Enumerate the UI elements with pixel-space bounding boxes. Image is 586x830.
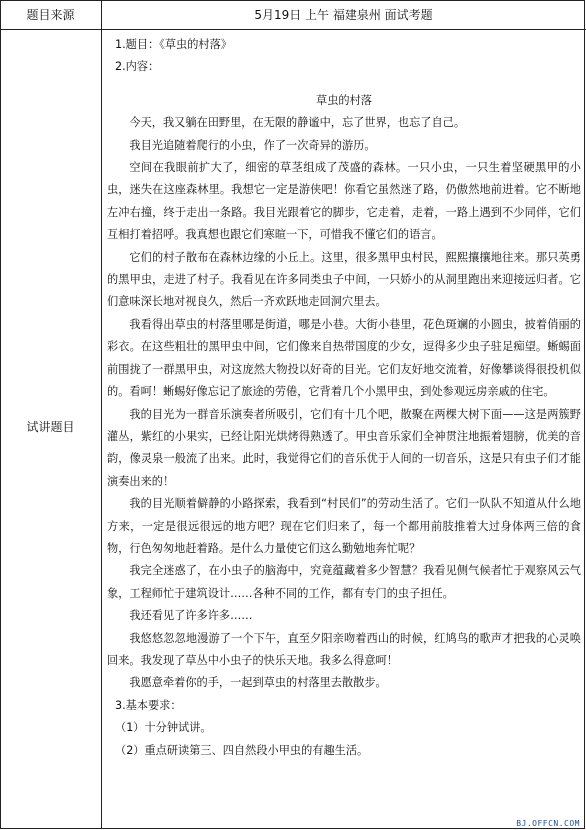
column-divider [101,0,102,829]
row-divider [0,29,586,30]
lecture-topic-label: 试讲题目 [26,420,75,434]
paragraph: 我的目光为一群音乐演奏者所吸引，它们有十几个吧，散聚在两棵大树下面——这是两簇野灌丛，紫红的小果实，已经让阳光烘烤得熟透了。甲虫音乐家们全神贯注地振着翅膀，优美的音韵，像灵泉一般流了出来。此时，我觉得它们的音乐优于人间的一切音乐，这是只有虫子们才能演奏出来的！ [107,407,581,488]
paragraph: 我愿意牵着你的手，一起到草虫的村落里去散散步。 [129,676,387,690]
paragraph: 我完全迷惑了，在小虫子的脑海中，究竟蕴藏着多少智慧？我看见侧气候者忙于观察风云气象，工程师忙于建筑设计……各种不同的工作，都有专门的虫子担任。 [107,564,581,600]
requirement-item: （2）重点研读第三、四自然段小甲虫的有趣生活。 [115,743,369,757]
text-title: 草虫的村落 [316,93,372,107]
paragraph: 我还看见了许多许多…… [129,609,253,623]
paragraph: 我目光追随着爬行的小虫，作了一次奇异的游历。 [129,138,376,152]
paragraph: 我的目光顺着僻静的小路探索，我看到“村民们”的劳动生活了。它们一队队不知道从什么地方来，一定是很远很远的地方吧？现在它们归来了，每一个都用前肢推着大过身体两三倍的食物，行色匆匆地赶着路。是什么力量使它们这么勤勉地奔忙呢？ [107,497,581,555]
topic-line: 1.题目：《草虫的村落》 [115,38,232,51]
paragraph: 我看得出草虫的村落里哪是街道，哪是小巷。大街小巷里，花色斑斓的小圆虫，披着俏丽的彩衣。在这些粗壮的黑甲虫中间，它们像来自热带国度的少女，逗得多少虫子驻足痴望。蜥蜴面前围拢了一群黑甲虫，对这庞然大物投以好奇的目光。它们友好地交流着，好像攀谈得很投机似的。看呵！蜥蜴好像忘记了旅途的劳倦，它背着几个小黑甲虫，到处参观远房亲戚的住宅。 [107,317,581,399]
source-label: 题目来源 [26,8,75,22]
requirement-item: （1）十分钟试讲。 [115,721,212,735]
content-line: 2.内容： [115,60,160,74]
exam-content [107,34,581,762]
paragraph: 空间在我眼前扩大了，细密的草茎组成了茂盛的森林。一只小虫，一只生着坚硬黑甲的小虫，迷失在这座森林里。我想它一定是游侠吧！你看它虽然迷了路，仍傲然地前进着。它不断地左冲右撞，终于走出一条路。我目光跟着它的脚步，它走着，走着，一路上遇到不少同伴，它们互相打着招呼。我真想也跟它们寒暄一下，可惜我不懂它们的语言。 [107,161,581,242]
exam-date-heading: 5月19日 上午 福建泉州 面试考题 [254,8,433,22]
site-watermark: BJ.OFFCN.COM [516,819,580,828]
paragraph: 今天，我又躺在田野里，在无限的静谧中，忘了世界，也忘了自己。 [129,116,466,130]
paragraph: 它们的村子散布在森林边缘的小丘上。这里，很多黑甲虫村民，熙熙攘攘地往来。那只英勇的黑甲虫，走进了村子。我看见在许多同类虫子中间，一只娇小的从洞里跑出来迎接远归者。它们意味深长地对视良久，然后一齐欢跃地走回洞穴里去。 [107,250,581,309]
requirements-title: 3.基本要求： [115,698,182,712]
paragraph: 我悠悠忽忽地漫游了一个下午，直至夕阳亲吻着西山的时候，红鸠鸟的歌声才把我的心灵唤回来。我发现了草丛中小虫子的快乐天地。我多么得意呵！ [107,631,581,667]
